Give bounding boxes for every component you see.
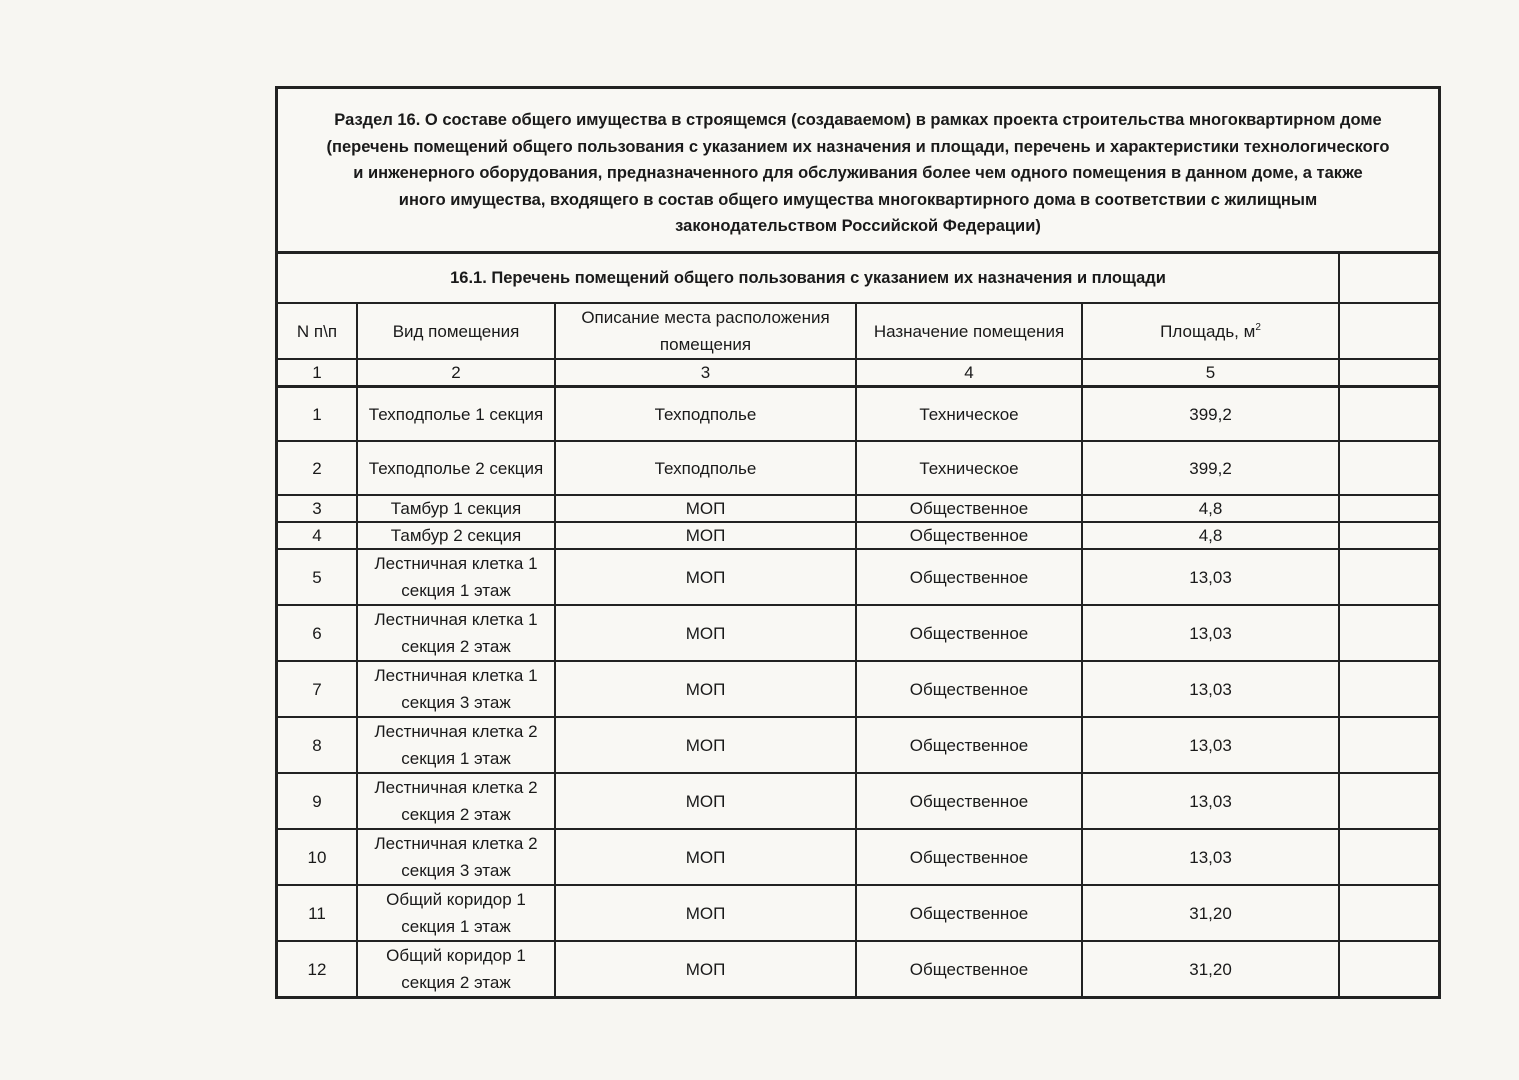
area-unit-superscript: 2: [1255, 321, 1261, 333]
section-title: [278, 89, 1438, 254]
row-number: 10: [278, 829, 357, 885]
room-location: МОП: [555, 549, 856, 605]
table-row: [278, 387, 1438, 442]
room-type: Лестничная клетка 1 секция 2 этаж: [357, 605, 555, 661]
room-purpose: Общественное: [856, 885, 1082, 941]
room-area: 399,2: [1082, 387, 1339, 442]
room-purpose: Общественное: [856, 522, 1082, 549]
room-type: Техподполье 1 секция: [357, 387, 555, 442]
empty-cell: [1339, 605, 1438, 661]
room-location: МОП: [555, 495, 856, 522]
header-area-label: Площадь, м: [1160, 321, 1256, 341]
row-number: 12: [278, 941, 357, 996]
row-number: 3: [278, 495, 357, 522]
room-purpose: Общественное: [856, 773, 1082, 829]
row-number: 7: [278, 661, 357, 717]
room-type: Лестничная клетка 1 секция 3 этаж: [357, 661, 555, 717]
row-number: 1: [278, 387, 357, 442]
row-number: 5: [278, 549, 357, 605]
header-row: [278, 303, 1438, 359]
header-location: Описание места расположения помещения: [555, 303, 856, 359]
room-purpose: Общественное: [856, 717, 1082, 773]
room-location: МОП: [555, 829, 856, 885]
room-area: 4,8: [1082, 495, 1339, 522]
empty-cell: [1339, 885, 1438, 941]
empty-cell: [1339, 254, 1438, 303]
room-location: МОП: [555, 885, 856, 941]
row-number: 11: [278, 885, 357, 941]
subsection-title: 16.1. Перечень помещений общего пользования с указанием их назначения и площади: [278, 254, 1339, 303]
room-area: 13,03: [1082, 717, 1339, 773]
column-number: [1339, 359, 1438, 387]
room-type: Общий коридор 1 секция 1 этаж: [357, 885, 555, 941]
room-type: Лестничная клетка 2 секция 1 этаж: [357, 717, 555, 773]
section-title-line: (перечень помещений общего пользования с указанием их назначения и площади, перечень и характеристики технологического: [326, 137, 1390, 156]
section-title-line: Раздел 16. О составе общего имущества в строящемся (создаваемом) в рамках проекта строительства многоквартирном доме: [334, 111, 1382, 129]
room-location: МОП: [555, 522, 856, 549]
row-number: 8: [278, 717, 357, 773]
table-row: [278, 717, 1438, 773]
room-type: Общий коридор 1 секция 2 этаж: [357, 941, 555, 996]
room-area: 13,03: [1082, 605, 1339, 661]
table-row: [278, 829, 1438, 885]
room-area: 13,03: [1082, 773, 1339, 829]
room-purpose: Техническое: [856, 441, 1082, 495]
room-type: Тамбур 2 секция: [357, 522, 555, 549]
row-number: 4: [278, 522, 357, 549]
empty-cell: [1339, 717, 1438, 773]
row-number: 9: [278, 773, 357, 829]
table-row: [278, 773, 1438, 829]
room-area: 13,03: [1082, 549, 1339, 605]
column-number: 4: [856, 359, 1082, 387]
room-area: 13,03: [1082, 661, 1339, 717]
table-row: [278, 605, 1438, 661]
header-extra: [1339, 303, 1438, 359]
empty-cell: [1339, 773, 1438, 829]
room-location: МОП: [555, 661, 856, 717]
empty-cell: [1339, 661, 1438, 717]
room-purpose: Общественное: [856, 661, 1082, 717]
room-type: Тамбур 1 секция: [357, 495, 555, 522]
row-number: 6: [278, 605, 357, 661]
room-purpose: Общественное: [856, 605, 1082, 661]
room-location: МОП: [555, 605, 856, 661]
room-purpose: Общественное: [856, 829, 1082, 885]
empty-cell: [1339, 441, 1438, 495]
room-purpose: Общественное: [856, 495, 1082, 522]
room-location: МОП: [555, 941, 856, 996]
section-title-line: иного имущества, входящего в состав общего имущества многоквартирного дома в соответствии с жилищным: [398, 190, 1318, 209]
room-type: Лестничная клетка 2 секция 2 этаж: [357, 773, 555, 829]
room-area: 31,20: [1082, 885, 1339, 941]
empty-cell: [1339, 549, 1438, 605]
column-number: 3: [555, 359, 856, 387]
room-area: 4,8: [1082, 522, 1339, 549]
room-location: Техподполье: [555, 441, 856, 495]
table-row: [278, 941, 1438, 996]
header-type: Вид помещения: [357, 303, 555, 359]
subsection-row: [278, 254, 1438, 303]
room-location: Техподполье: [555, 387, 856, 442]
header-number: N п\п: [278, 303, 357, 359]
column-number: 5: [1082, 359, 1339, 387]
table-row: [278, 661, 1438, 717]
table-row: [278, 495, 1438, 522]
empty-cell: [1339, 941, 1438, 996]
header-purpose: Назначение помещения: [856, 303, 1082, 359]
room-type: Лестничная клетка 2 секция 3 этаж: [357, 829, 555, 885]
empty-cell: [1339, 387, 1438, 442]
table-row: [278, 549, 1438, 605]
empty-cell: [1339, 829, 1438, 885]
empty-cell: [1339, 522, 1438, 549]
header-area: [1082, 303, 1339, 359]
room-location: МОП: [555, 717, 856, 773]
document-sheet: [275, 86, 1441, 999]
room-type: Техподполье 2 секция: [357, 441, 555, 495]
room-type: Лестничная клетка 1 секция 1 этаж: [357, 549, 555, 605]
empty-cell: [1339, 495, 1438, 522]
common-premises-table: [278, 254, 1438, 996]
column-number: 2: [357, 359, 555, 387]
room-location: МОП: [555, 773, 856, 829]
room-purpose: Общественное: [856, 549, 1082, 605]
table-row: [278, 522, 1438, 549]
table-row: [278, 441, 1438, 495]
room-purpose: Техническое: [856, 387, 1082, 442]
room-area: 13,03: [1082, 829, 1339, 885]
room-purpose: Общественное: [856, 941, 1082, 996]
table-row: [278, 885, 1438, 941]
column-number-row: [278, 359, 1438, 387]
room-area: 31,20: [1082, 941, 1339, 996]
room-area: 399,2: [1082, 441, 1339, 495]
section-title-line: законодательством Российской Федерации): [675, 217, 1041, 235]
row-number: 2: [278, 441, 357, 495]
column-number: 1: [278, 359, 357, 387]
section-title-line: и инженерного оборудования, предназначенного для обслуживания более чем одного помещения в данном доме, а также: [353, 164, 1363, 182]
